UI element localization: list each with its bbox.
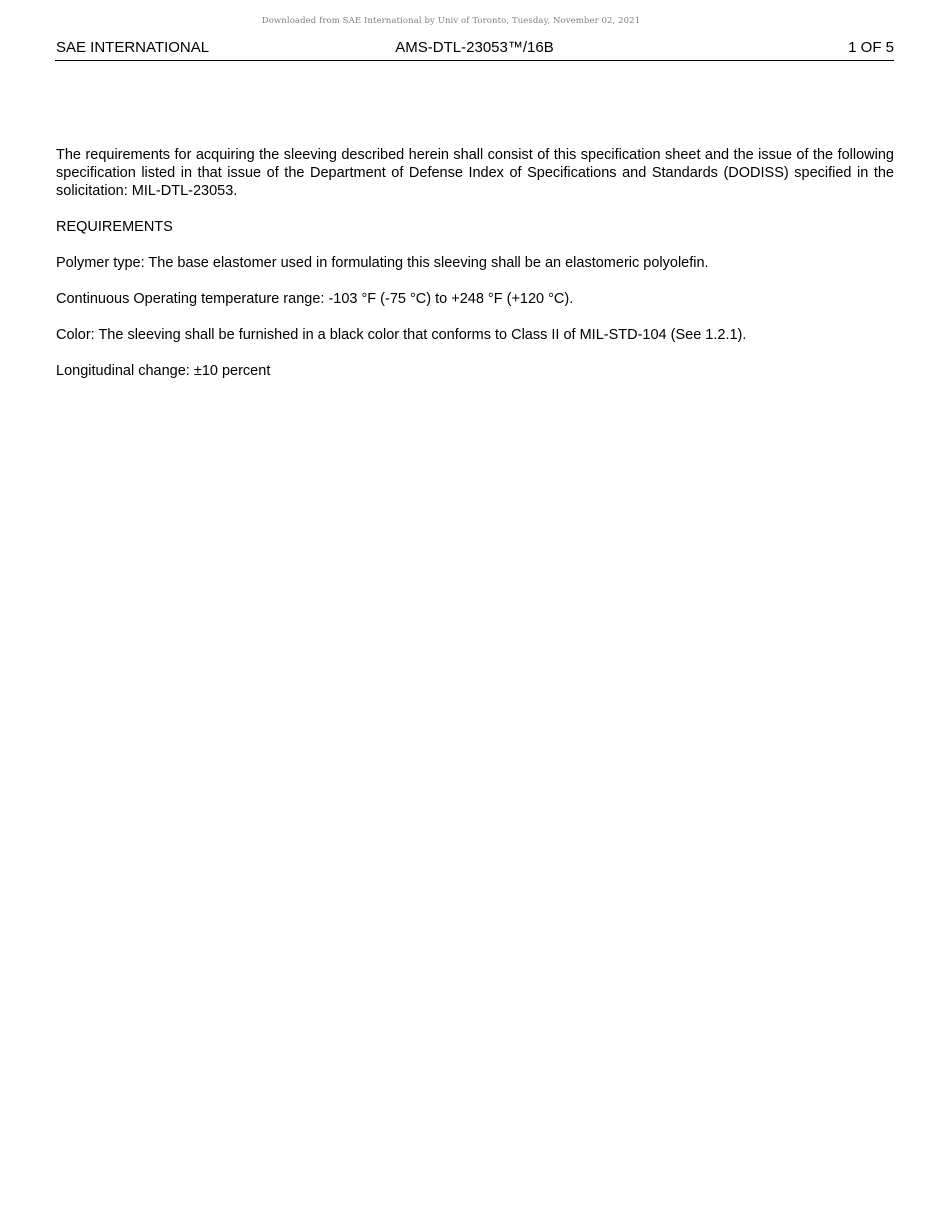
download-watermark: Downloaded from SAE International by Univ of Toronto, Tuesday, November 02, 2021 (261, 16, 641, 26)
header-page-number: 1 OF 5 (848, 39, 894, 56)
longitudinal-change-paragraph: Longitudinal change: ±10 percent (56, 363, 271, 379)
intro-paragraph: The requirements for acquiring the sleeving described herein shall consist of this specification sheet and the issue of the following specification listed in that issue of the Department of Defense Index of Specifications and Standards (DODISS) specified in the solicitation: MIL-DTL-23053. (56, 147, 894, 199)
polymer-type-paragraph: Polymer type: The base elastomer used in formulating this sleeving shall be an elastomeric polyolefin. (56, 255, 709, 271)
color-paragraph: Color: The sleeving shall be furnished in a black color that conforms to Class II of MIL-STD-104 (See 1.2.1). (56, 327, 747, 343)
header-document-number: AMS-DTL-23053™/16B (395, 39, 554, 56)
document-body (56, 146, 894, 398)
header-organization: SAE INTERNATIONAL (56, 39, 210, 56)
temperature-range-paragraph: Continuous Operating temperature range: -103 °F (-75 °C) to +248 °F (+120 °C). (56, 291, 574, 307)
page-header (55, 38, 894, 61)
requirements-heading: REQUIREMENTS (56, 219, 173, 235)
